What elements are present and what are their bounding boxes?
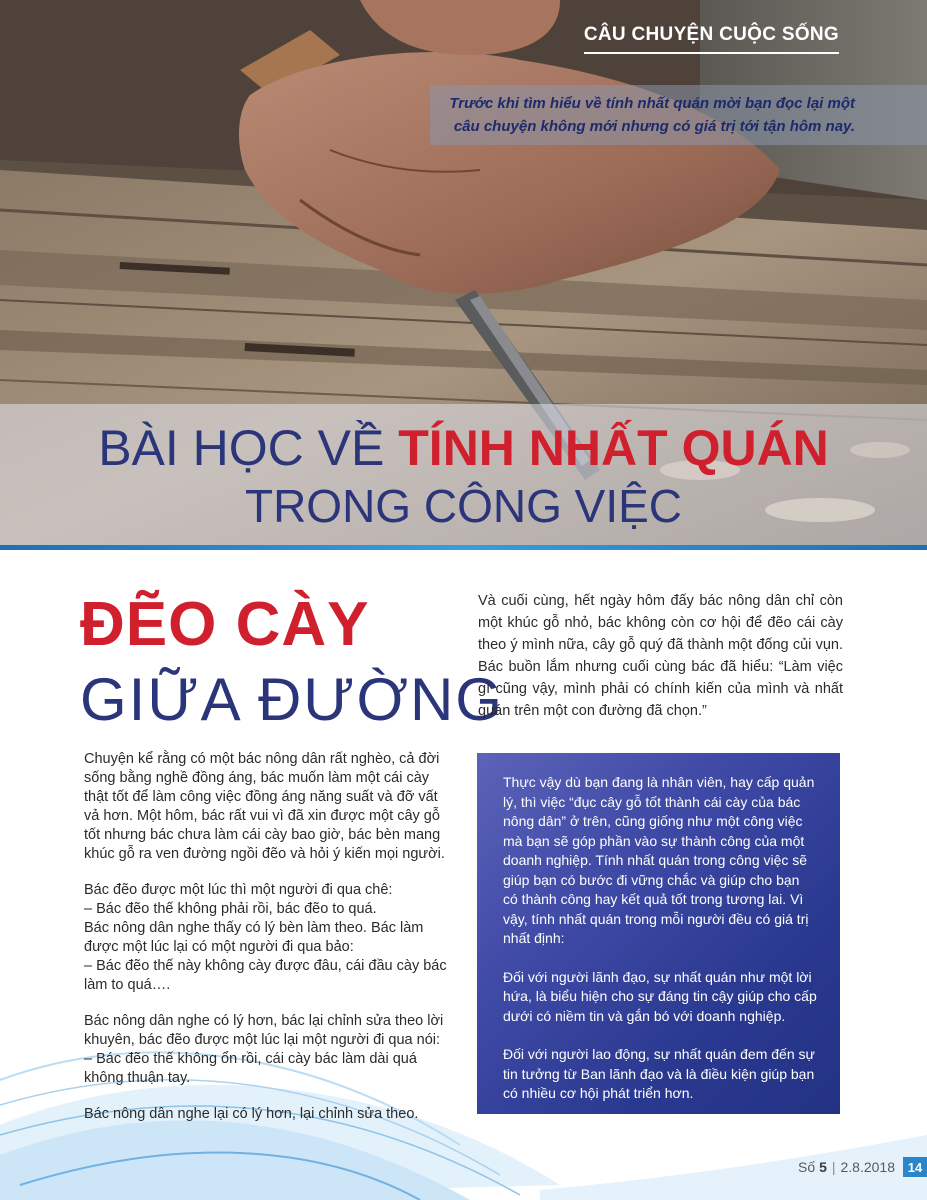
footer-separator: | xyxy=(831,1159,836,1175)
insight-paragraph-3: Đối với người lao động, sự nhất quán đem đến sự tin tưởng từ Ban lãnh đạo và là điều kiện giúp bạn có nhiều cơ hội phát triển hơn. xyxy=(503,1046,815,1101)
story-paragraph-3: Bác nông dân nghe có lý hơn, bác lại chỉnh sửa theo lời khuyên, bác đẽo được một lúc lại một người đi qua nói: – Bác đẽo thế không ổn rồi, cái cày bác làm dài quá không thuận tay. xyxy=(84,1013,444,1086)
story-paragraph-4: Bác nông dân nghe lại có lý hơn, lại chỉnh sửa theo. xyxy=(84,1106,419,1122)
hero-divider xyxy=(0,545,927,550)
page-footer xyxy=(798,1155,927,1179)
section-label: CÂU CHUYỆN CUỘC SỐNG xyxy=(584,24,839,54)
insight-paragraph-1: Thực vậy dù bạn đang là nhân viên, hay cấp quản lý, thì việc “đục cây gỗ tốt thành cái cày của bác nông dân” ở trên, cũng giống như một công việc mà bạn sẽ góp phần vào sự thành công của một doanh nghiệp. Tính nhất quán trong công việc sẽ giúp bạn có bước đi vững chắc và giúp cho bạn có thành công hay kết quả tốt trong tương lai. Vì vậy, tính nhất quán trong mỗi người đều có giá trị nhất định: xyxy=(503,774,815,946)
hero-photo xyxy=(0,0,927,545)
story-paragraph-2: Bác đẽo được một lúc thì một người đi qua chê: – Bác đẽo thế không phải rồi, bác đẽo to quá. Bác nông dân nghe thấy có lý bèn làm theo. Bác làm được một lúc lại có một người đi qua bảo: – Bác đẽo thế này không cày được đâu, cái đầu cày bác làm to quá…. xyxy=(84,882,447,993)
intro-line-2: câu chuyện không mới nhưng có giá trị tới tận hôm nay. xyxy=(453,118,855,135)
title-light: BÀI HỌC VỀ xyxy=(98,420,399,476)
intro-text xyxy=(440,92,855,138)
insight-box xyxy=(477,753,840,1114)
headline-red: ĐẼO CÀY xyxy=(80,590,370,659)
issue-number xyxy=(798,1159,827,1175)
story-paragraph-1: Chuyện kể rằng có một bác nông dân rất nghèo, cả đời sống bằng nghề đồng áng, bác muốn làm một cái cày thật tốt để làm công việc đồng áng năng suất và đỡ vất vả hơn. Một hôm, bác rất vui vì đã xin được một cây gỗ tốt nhưng bác chưa làm cái cày bao giờ, bác bèn mang khúc gỗ ra ven đường ngồi đẽo và hỏi ý kiến mọi người. xyxy=(84,751,445,862)
article-title-line-2: TRONG CÔNG VIỆC xyxy=(244,480,683,532)
story-conclusion: Và cuối cùng, hết ngày hôm đấy bác nông dân chỉ còn một khúc gỗ nhỏ, bác không còn cơ hội để đẽo cái cày theo ý mình nữa, cây gỗ quý đã thành một đống củi vụn. Bác buồn lắm nhưng cuối cùng bác đã hiểu: “Làm việc gì cũng vậy, mình phải có chính kiến của mình và nhất quán trên một con đường đã chọn.” xyxy=(478,593,843,719)
intro-line-1: Trước khi tìm hiểu về tính nhất quán mời bạn đọc lại một xyxy=(449,95,855,112)
story-column xyxy=(84,750,449,1141)
insight-paragraph-2: Đối với người lãnh đạo, sự nhất quán như một lời hứa, là biểu hiện cho sự đáng tin cậy giúp cho cấp dưới có niềm tin và gắn bó với doanh nghiệp. xyxy=(503,968,817,1024)
page-number: 14 xyxy=(903,1157,927,1177)
title-bold: TÍNH NHẤT QUÁN xyxy=(398,420,829,476)
issue-date: 2.8.2018 xyxy=(840,1159,895,1175)
article-title-line-1 xyxy=(0,418,927,478)
issue-prefix: Số xyxy=(798,1159,820,1175)
headline-blue: GIỮA ĐƯỜNG xyxy=(80,666,504,733)
issue-value: 5 xyxy=(819,1159,827,1175)
